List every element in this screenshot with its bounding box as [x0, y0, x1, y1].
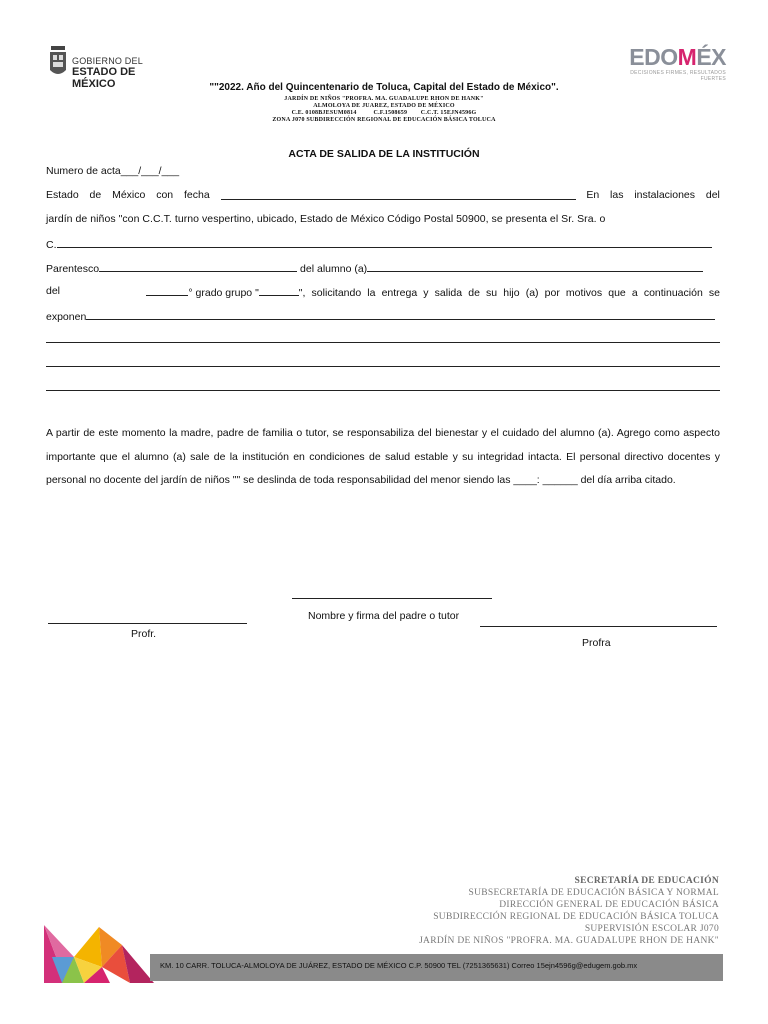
footer-address: KM. 10 CARR. TOLUCA-ALMOLOYA DE JUÁREZ, ESTADO DE MÉXICO C.P. 50900 TEL (7251365631) Correo 15ejn4596g@edugem.gob.mx [160, 961, 638, 970]
profra-label: Profra [582, 637, 611, 649]
student-name-blank[interactable] [367, 260, 703, 272]
edomex-tagline: DECISIONES FIRMES, RESULTADOS FUERTES [630, 70, 726, 82]
state-shield-icon [48, 44, 68, 80]
zone-header: ZONA J070 SUBDIRECCIÓN REGIONAL DE EDUCACIÓN BÁSICA TOLUCA [272, 117, 496, 123]
footer-supervision: SUPERVISIÓN ESCOLAR J070 [584, 924, 719, 934]
reasons-line: exponen [46, 308, 720, 324]
year-motto: ""2022. Año del Quincentenario de Toluca, Capital del Estado de México". [209, 82, 559, 93]
reasons-blank[interactable] [86, 308, 715, 320]
footer-address-bar [150, 954, 723, 981]
grade-group-line: del ° grado grupo " ", solicitando la entrega y salida de su hijo (a) por motivos que a continuación se [46, 285, 720, 299]
footer-subsecretaria: SUBSECRETARÍA DE EDUCACIÓN BÁSICA Y NORMAL [468, 888, 719, 898]
profra-signature-line[interactable] [480, 626, 717, 627]
tutor-signature-label: Nombre y firma del padre o tutor [308, 610, 460, 622]
profr-label: Profr. [131, 628, 157, 640]
gob-logo-line1: GOBIERNO DEL [72, 56, 143, 66]
relationship-blank[interactable] [99, 260, 297, 272]
edomex-triangle-mosaic-icon [44, 917, 154, 983]
date-line: Estado de México con fecha En las instalaciones del [46, 189, 720, 201]
person-name-blank[interactable] [57, 236, 712, 248]
school-codes-header: C.E. 0108BJESUM0814 C.F.1508659 C.C.T. 15EJN4596G [291, 110, 477, 116]
footer-jardin: JARDÍN DE NIÑOS "PROFRA. MA. GUADALUPE RHON DE HANK" [419, 936, 719, 946]
responsibility-paragraph: A partir de este momento la madre, padre de familia o tutor, se responsabiliza del bienestar y el cuidado del alumno (a). Agrego como aspecto importante que el alumno (a) sale de la institución en condiciones de salud estable y su integridad intacta. El personal directivo docentes y personal no docente del jardín de niños "" se deslinda de toda responsabilidad del menor siendo las ____: ______ del día arriba citado. [46, 427, 720, 486]
person-name-line: C. [46, 236, 720, 252]
acta-number-line: Numero de acta___/___/___ [46, 165, 180, 177]
footer-direccion: DIRECCIÓN GENERAL DE EDUCACIÓN BÁSICA [499, 900, 719, 910]
profr-signature-line[interactable] [48, 623, 247, 624]
reasons-rule-3[interactable] [46, 390, 720, 391]
edomex-logo: EDOMÉX DECISIONES FIRMES, RESULTADOS FUERTES [626, 44, 726, 84]
grade-blank[interactable] [146, 284, 188, 296]
gob-logo-line2: ESTADO DE MÉXICO [72, 66, 136, 90]
tutor-signature-line[interactable] [292, 598, 492, 599]
date-blank[interactable] [221, 188, 576, 200]
document-title: ACTA DE SALIDA DE LA INSTITUCIÓN [288, 148, 480, 160]
group-blank[interactable] [259, 284, 299, 296]
reasons-rule-1[interactable] [46, 342, 720, 343]
relationship-line: Parentesco del alumno (a) [46, 260, 720, 276]
footer-subdireccion: SUBDIRECCIÓN REGIONAL DE EDUCACIÓN BÁSICA TOLUCA [433, 912, 719, 922]
gobierno-estado-mexico-logo [46, 44, 166, 90]
footer-secretaria: SECRETARÍA DE EDUCACIÓN [574, 876, 719, 886]
school-location-header: ALMOLOYA DE JUAREZ, ESTADO DE MÉXICO [313, 103, 455, 109]
reasons-rule-2[interactable] [46, 366, 720, 367]
school-name-header: JARDÍN DE NIÑOS "PROFRA. MA. GUADALUPE RHON DE HANK" [284, 96, 484, 102]
school-line: jardín de niños "con C.C.T. turno vespertino, ubicado, Estado de México Código Postal 50900, se presenta el Sr. Sra. o [46, 213, 606, 225]
